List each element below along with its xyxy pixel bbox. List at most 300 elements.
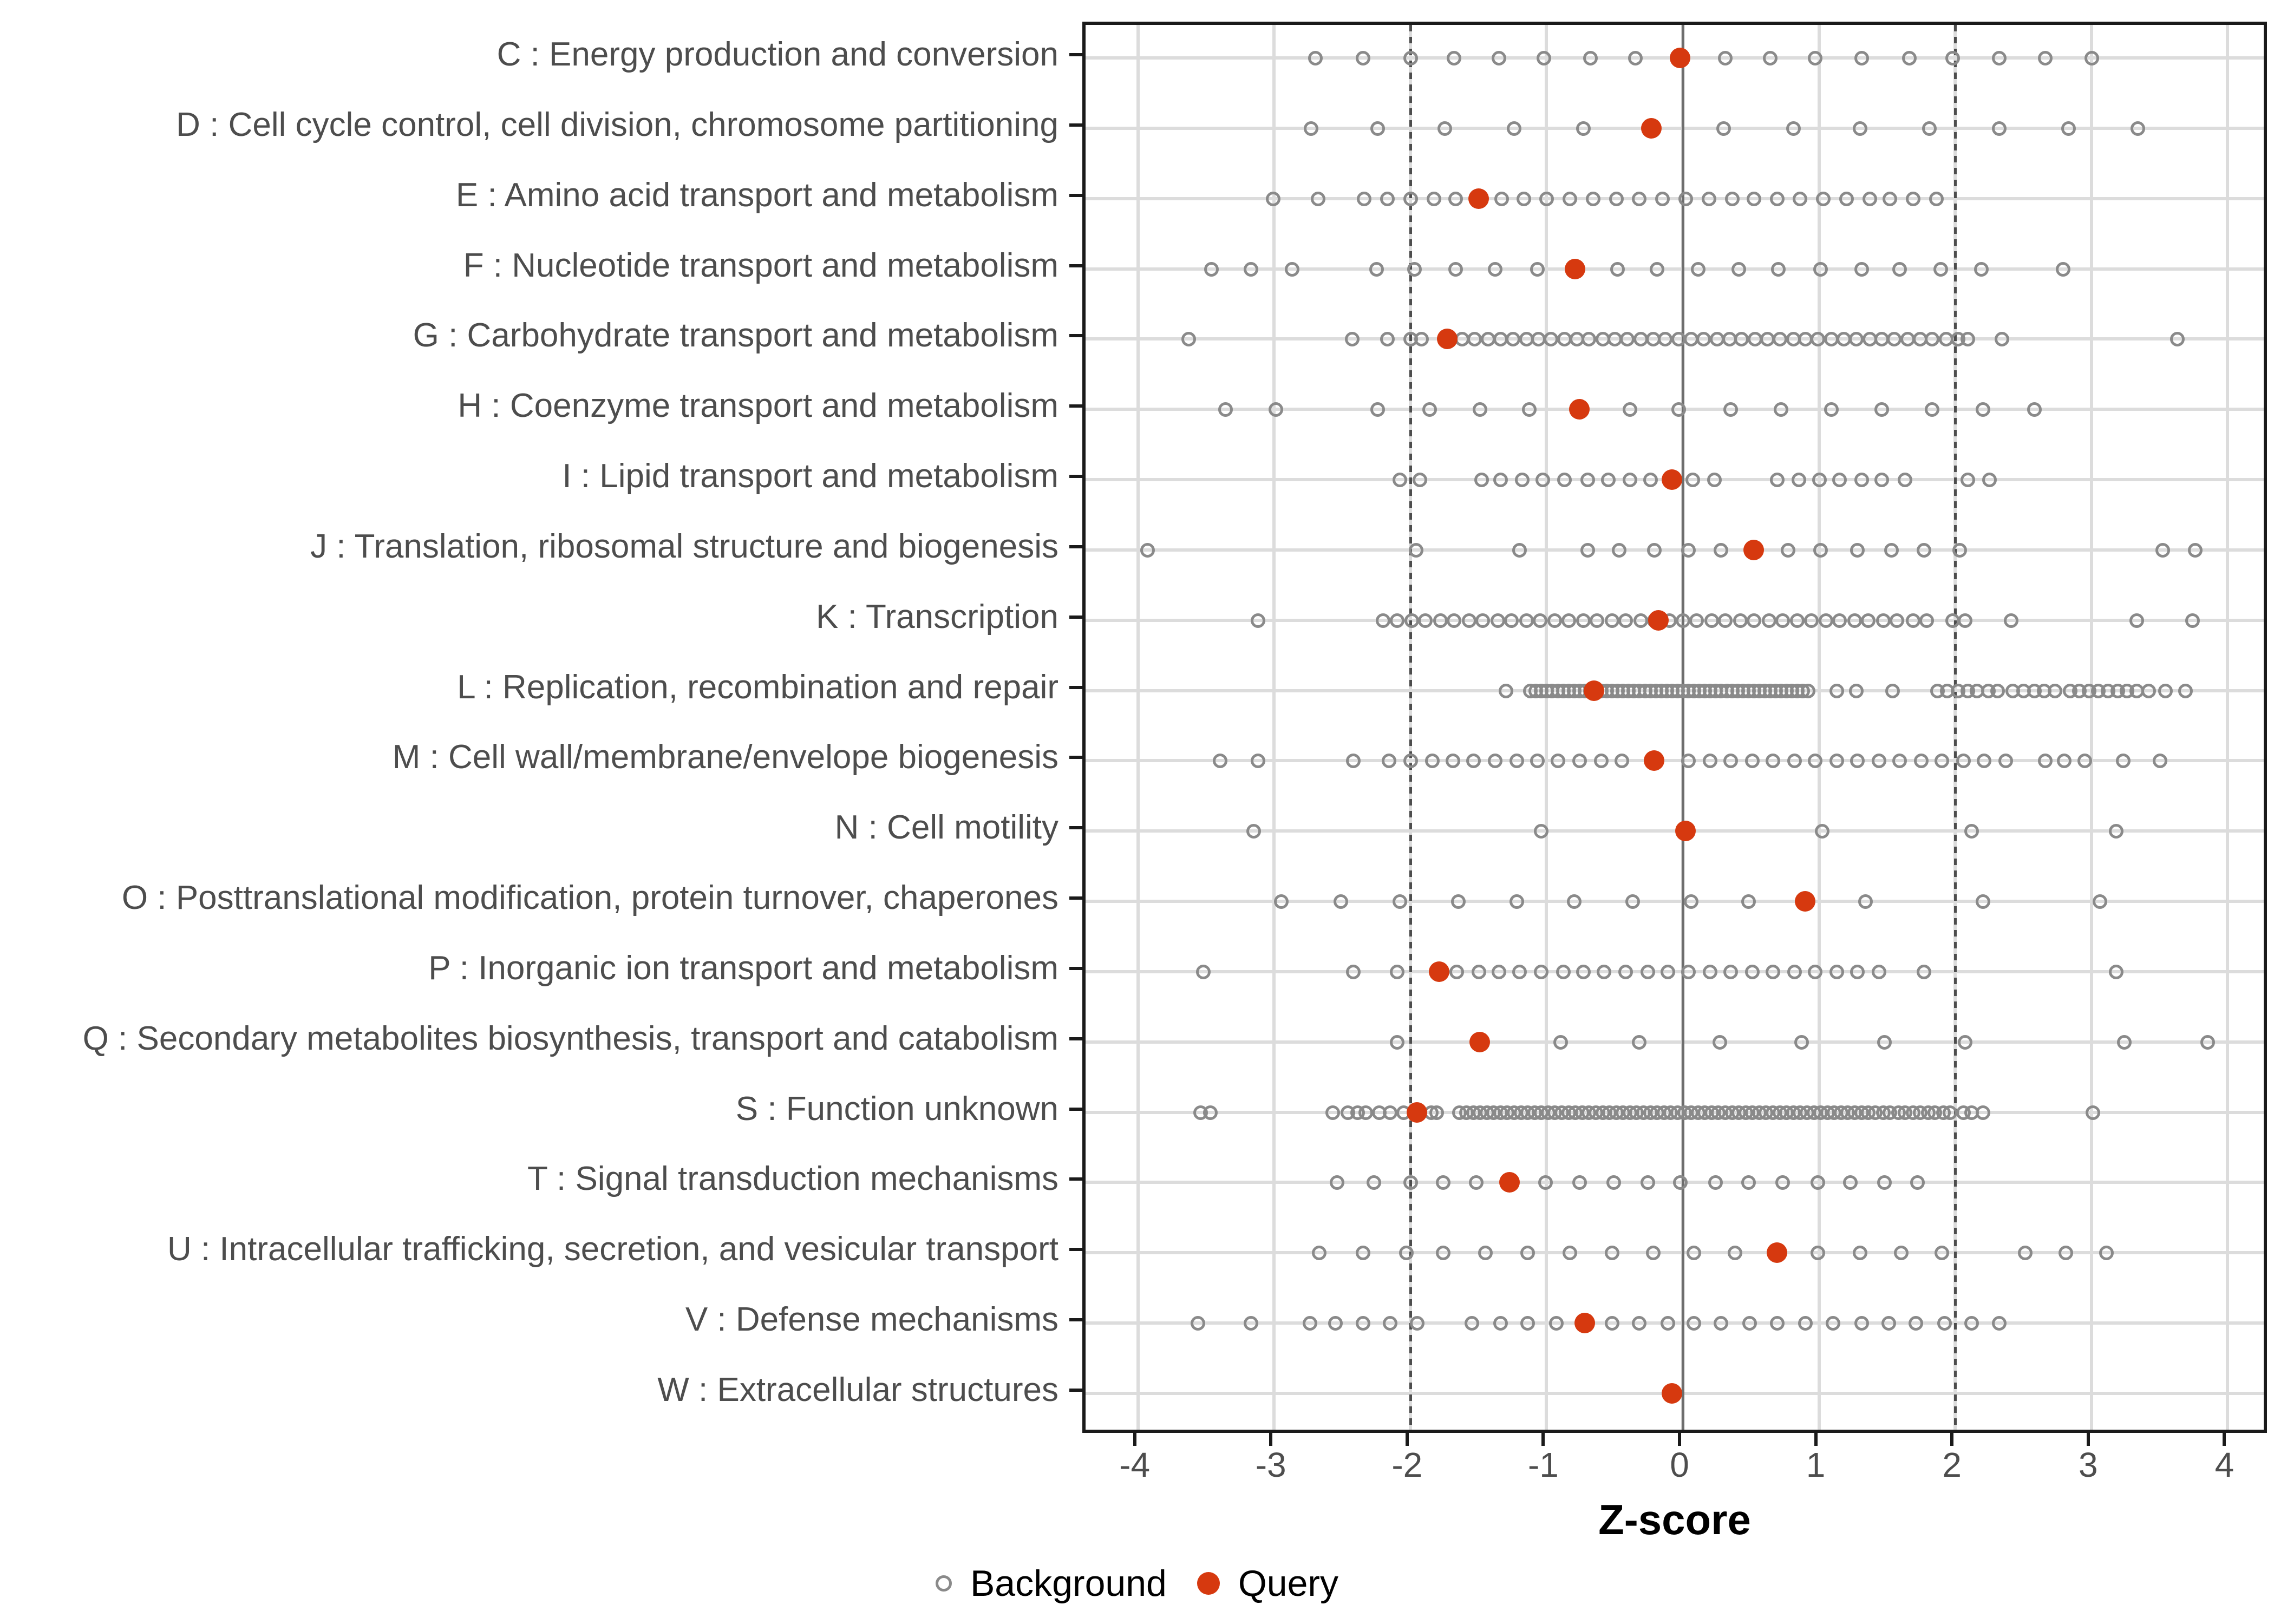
background-point bbox=[1491, 613, 1505, 628]
background-point bbox=[1935, 754, 1949, 768]
query-point bbox=[1675, 821, 1696, 841]
background-point bbox=[1689, 613, 1704, 628]
background-point bbox=[1794, 1035, 1809, 1050]
background-point bbox=[1884, 543, 1899, 558]
background-point bbox=[1358, 1105, 1373, 1120]
background-point bbox=[1974, 262, 1989, 277]
background-point bbox=[1773, 332, 1787, 346]
x-tick-label: 2 bbox=[1942, 1445, 1962, 1484]
background-point bbox=[1488, 754, 1502, 768]
background-point bbox=[1787, 754, 1802, 768]
background-point bbox=[1522, 402, 1537, 417]
background-point bbox=[1849, 332, 1864, 346]
category-label: S : Function unknown bbox=[735, 1090, 1058, 1128]
background-point bbox=[1325, 1105, 1340, 1120]
background-point bbox=[1274, 894, 1289, 909]
y-tick-mark bbox=[1069, 756, 1082, 759]
background-point bbox=[1774, 402, 1788, 417]
background-point bbox=[1992, 1316, 2007, 1331]
background-point bbox=[1804, 613, 1819, 628]
y-tick-mark bbox=[1069, 475, 1082, 478]
category-label: H : Coenzyme transport and metabolism bbox=[458, 387, 1058, 425]
background-point bbox=[1716, 121, 1731, 136]
query-point bbox=[1468, 188, 1489, 209]
background-point bbox=[1885, 684, 1900, 698]
background-point bbox=[1218, 402, 1233, 417]
background-point bbox=[1734, 332, 1749, 346]
vertical-gridline bbox=[1545, 25, 1548, 1430]
background-point bbox=[1583, 51, 1598, 66]
background-point bbox=[1213, 754, 1227, 768]
background-point bbox=[1658, 332, 1672, 346]
background-point bbox=[1829, 965, 1844, 979]
background-point bbox=[1462, 613, 1476, 628]
background-point bbox=[2027, 402, 2042, 417]
background-point bbox=[1703, 754, 1717, 768]
background-point bbox=[1312, 1246, 1327, 1260]
background-point bbox=[1370, 402, 1385, 417]
background-point bbox=[1824, 402, 1839, 417]
category-label: U : Intracellular trafficking, secretion, and vesicular transport bbox=[167, 1230, 1058, 1268]
x-tick-label: 1 bbox=[1806, 1445, 1826, 1484]
background-point bbox=[1641, 1175, 1655, 1190]
y-tick-mark bbox=[1069, 1318, 1082, 1321]
y-tick-mark bbox=[1069, 334, 1082, 337]
background-point bbox=[1403, 192, 1418, 206]
vertical-gridline bbox=[1272, 25, 1276, 1430]
query-dot-icon bbox=[1197, 1572, 1220, 1595]
horizontal-gridline bbox=[1086, 548, 2264, 552]
background-point bbox=[1925, 332, 1939, 346]
background-point bbox=[1196, 965, 1211, 979]
background-point bbox=[1519, 613, 1534, 628]
background-point bbox=[1446, 754, 1460, 768]
background-point bbox=[1520, 1246, 1535, 1260]
background-point bbox=[1917, 543, 1931, 558]
background-point bbox=[1847, 613, 1862, 628]
y-tick-mark bbox=[1069, 194, 1082, 197]
background-point bbox=[1580, 473, 1595, 487]
background-point bbox=[1633, 613, 1648, 628]
background-point bbox=[1493, 473, 1508, 487]
background-point bbox=[1883, 192, 1897, 206]
background-point bbox=[1376, 613, 1390, 628]
category-label: P : Inorganic ion transport and metabolism bbox=[428, 949, 1058, 987]
background-point bbox=[1403, 51, 1418, 66]
x-tick-label: -2 bbox=[1391, 1445, 1423, 1484]
background-point bbox=[1510, 894, 1524, 909]
background-point bbox=[1661, 965, 1675, 979]
background-point bbox=[1520, 1316, 1535, 1331]
background-point bbox=[1762, 613, 1776, 628]
background-point bbox=[1741, 1175, 1756, 1190]
background-point bbox=[1747, 613, 1761, 628]
background-point bbox=[2018, 1246, 2033, 1260]
background-point bbox=[1992, 121, 2007, 136]
background-point bbox=[1872, 754, 1886, 768]
background-point bbox=[1718, 613, 1733, 628]
background-point bbox=[1747, 192, 1761, 206]
background-point bbox=[1383, 1316, 1397, 1331]
background-point bbox=[1244, 262, 1258, 277]
y-tick-mark bbox=[1069, 896, 1082, 900]
background-point bbox=[1356, 1316, 1370, 1331]
background-point bbox=[1538, 1175, 1553, 1190]
background-point bbox=[1952, 543, 1967, 558]
query-point bbox=[1767, 1242, 1787, 1263]
background-point bbox=[1380, 192, 1395, 206]
background-point bbox=[1876, 613, 1891, 628]
background-point bbox=[1370, 121, 1385, 136]
background-point bbox=[1793, 192, 1807, 206]
background-point bbox=[1976, 402, 1990, 417]
background-point bbox=[1998, 754, 2013, 768]
category-label: M : Cell wall/membrane/envelope biogenesis bbox=[392, 738, 1058, 776]
query-point bbox=[1565, 259, 1585, 279]
background-point bbox=[1140, 543, 1155, 558]
y-tick-mark bbox=[1069, 1177, 1082, 1181]
background-point bbox=[1958, 613, 1972, 628]
background-point bbox=[1808, 51, 1822, 66]
y-tick-mark bbox=[1069, 1248, 1082, 1251]
x-tick-label: -3 bbox=[1255, 1445, 1286, 1484]
category-label: T : Signal transduction mechanisms bbox=[527, 1160, 1058, 1198]
background-point bbox=[1685, 473, 1700, 487]
background-point bbox=[1623, 402, 1637, 417]
background-point bbox=[2038, 51, 2053, 66]
background-point bbox=[1544, 332, 1558, 346]
background-point bbox=[1413, 473, 1427, 487]
background-point bbox=[1832, 613, 1847, 628]
background-point bbox=[1628, 51, 1643, 66]
legend-item-background bbox=[936, 1559, 1167, 1608]
background-point bbox=[2109, 965, 2123, 979]
x-axis-title: Z-score bbox=[1598, 1496, 1751, 1543]
background-point bbox=[1850, 965, 1865, 979]
horizontal-gridline bbox=[1086, 127, 2264, 130]
background-point bbox=[1556, 965, 1571, 979]
background-point bbox=[1251, 613, 1265, 628]
background-point bbox=[1770, 1316, 1785, 1331]
background-point bbox=[1404, 613, 1419, 628]
background-point bbox=[1863, 192, 1877, 206]
background-point bbox=[1493, 1316, 1508, 1331]
background-point bbox=[1567, 894, 1582, 909]
background-point bbox=[1813, 543, 1828, 558]
horizontal-gridline bbox=[1086, 1251, 2264, 1254]
background-point bbox=[1829, 754, 1844, 768]
background-point bbox=[1678, 192, 1693, 206]
x-tick-label: 4 bbox=[2214, 1445, 2234, 1484]
background-point bbox=[1742, 1316, 1757, 1331]
horizontal-gridline bbox=[1086, 197, 2264, 200]
background-point bbox=[2129, 613, 2144, 628]
background-point bbox=[2038, 754, 2053, 768]
category-label: K : Transcription bbox=[816, 598, 1058, 636]
background-point bbox=[2056, 262, 2070, 277]
background-point bbox=[1766, 965, 1780, 979]
background-point bbox=[1961, 473, 1975, 487]
category-label: F : Nucleotide transport and metabolism bbox=[463, 246, 1058, 284]
background-point bbox=[1691, 262, 1706, 277]
background-point bbox=[1181, 332, 1196, 346]
y-tick-mark bbox=[1069, 1037, 1082, 1040]
background-circle-icon bbox=[936, 1575, 952, 1592]
background-point bbox=[2004, 613, 2018, 628]
background-point bbox=[1530, 754, 1545, 768]
x-tick-label: 0 bbox=[1670, 1445, 1689, 1484]
y-tick-mark bbox=[1069, 686, 1082, 689]
background-point bbox=[1906, 613, 1920, 628]
background-point bbox=[2178, 684, 2193, 698]
dashed-reference-line bbox=[1409, 25, 1412, 1430]
background-point bbox=[1723, 754, 1738, 768]
background-point bbox=[1427, 192, 1441, 206]
background-point bbox=[1850, 543, 1865, 558]
background-point bbox=[1303, 1316, 1317, 1331]
background-point bbox=[1506, 332, 1520, 346]
background-point bbox=[2200, 1035, 2215, 1050]
background-point bbox=[1745, 965, 1760, 979]
background-point bbox=[1733, 613, 1748, 628]
background-point bbox=[2155, 543, 2170, 558]
background-point bbox=[1725, 192, 1740, 206]
query-point bbox=[1407, 1102, 1427, 1123]
query-point bbox=[1743, 540, 1764, 560]
background-point bbox=[1191, 1316, 1205, 1331]
background-point bbox=[1910, 1175, 1925, 1190]
background-point bbox=[1958, 1035, 1972, 1050]
background-point bbox=[1925, 402, 1939, 417]
query-point bbox=[1644, 750, 1664, 771]
background-point bbox=[1775, 613, 1790, 628]
category-label: J : Translation, ribosomal structure and biogenesis bbox=[310, 527, 1058, 565]
background-point bbox=[1594, 754, 1609, 768]
query-point bbox=[1469, 1032, 1490, 1052]
background-point bbox=[1811, 1246, 1825, 1260]
background-point bbox=[1517, 192, 1531, 206]
background-point bbox=[1586, 192, 1600, 206]
background-point bbox=[1787, 965, 1802, 979]
background-point bbox=[1576, 613, 1591, 628]
background-point bbox=[1334, 894, 1348, 909]
background-point bbox=[1266, 192, 1280, 206]
category-label: Q : Secondary metabolites biosynthesis, transport and catabolism bbox=[82, 1019, 1058, 1057]
background-point bbox=[1553, 1035, 1568, 1050]
vertical-gridline bbox=[1136, 25, 1140, 1430]
background-point bbox=[1473, 402, 1487, 417]
y-tick-mark bbox=[1069, 615, 1082, 619]
background-point bbox=[1390, 1035, 1404, 1050]
background-point bbox=[1632, 1035, 1646, 1050]
background-point bbox=[1745, 754, 1760, 768]
background-point bbox=[1610, 262, 1625, 277]
background-point bbox=[1390, 965, 1404, 979]
background-point bbox=[1881, 1316, 1896, 1331]
background-point bbox=[1892, 754, 1907, 768]
background-point bbox=[2116, 754, 2131, 768]
background-point bbox=[1964, 824, 1979, 839]
background-point bbox=[1781, 543, 1795, 558]
background-point bbox=[1945, 51, 1960, 66]
background-point bbox=[1914, 754, 1929, 768]
background-point bbox=[1704, 613, 1719, 628]
background-point bbox=[1696, 332, 1711, 346]
background-point bbox=[1811, 332, 1825, 346]
background-point bbox=[1618, 613, 1633, 628]
background-point bbox=[1530, 262, 1545, 277]
background-point bbox=[1632, 192, 1646, 206]
background-point bbox=[2061, 121, 2076, 136]
query-point bbox=[1648, 610, 1669, 631]
background-point bbox=[1533, 613, 1547, 628]
background-point bbox=[1269, 402, 1283, 417]
background-point bbox=[1819, 613, 1833, 628]
background-point bbox=[1832, 473, 1847, 487]
background-point bbox=[1425, 754, 1440, 768]
category-label: I : Lipid transport and metabolism bbox=[562, 457, 1058, 495]
background-point bbox=[1308, 51, 1323, 66]
x-tick-label: -4 bbox=[1119, 1445, 1151, 1484]
background-point bbox=[1465, 1316, 1479, 1331]
y-tick-mark bbox=[1069, 53, 1082, 56]
background-point bbox=[1641, 965, 1655, 979]
background-point bbox=[1655, 192, 1670, 206]
background-point bbox=[2059, 1246, 2073, 1260]
background-point bbox=[1687, 1316, 1701, 1331]
query-point bbox=[1662, 469, 1682, 490]
background-point bbox=[1436, 1246, 1450, 1260]
background-point bbox=[1606, 1175, 1621, 1190]
background-point bbox=[1763, 51, 1778, 66]
background-point bbox=[1390, 613, 1404, 628]
background-point bbox=[1549, 1316, 1564, 1331]
background-point bbox=[1849, 684, 1864, 698]
background-point bbox=[1512, 543, 1527, 558]
category-label: C : Energy production and conversion bbox=[496, 36, 1058, 73]
background-point bbox=[1492, 51, 1506, 66]
background-point bbox=[2188, 543, 2203, 558]
background-point bbox=[1504, 613, 1519, 628]
background-point bbox=[1892, 262, 1907, 277]
background-point bbox=[1597, 965, 1611, 979]
background-point bbox=[1728, 1246, 1742, 1260]
background-point bbox=[1380, 332, 1395, 346]
background-point bbox=[1447, 613, 1461, 628]
background-point bbox=[1369, 262, 1384, 277]
background-point bbox=[2185, 613, 2200, 628]
query-point bbox=[1437, 329, 1458, 349]
background-point bbox=[1409, 543, 1423, 558]
background-point bbox=[1964, 1316, 1979, 1331]
background-point bbox=[1615, 754, 1629, 768]
background-point bbox=[1713, 1035, 1727, 1050]
query-point bbox=[1795, 891, 1815, 912]
background-point bbox=[1874, 473, 1889, 487]
background-point bbox=[1723, 402, 1738, 417]
background-point bbox=[1478, 1246, 1493, 1260]
background-point bbox=[1609, 192, 1624, 206]
y-tick-mark bbox=[1069, 967, 1082, 970]
background-point bbox=[1858, 894, 1873, 909]
background-point bbox=[1741, 894, 1756, 909]
background-point bbox=[1515, 473, 1530, 487]
background-point bbox=[1623, 473, 1637, 487]
background-point bbox=[1775, 1175, 1790, 1190]
background-point bbox=[1605, 1316, 1619, 1331]
category-label: W : Extracellular structures bbox=[657, 1371, 1058, 1409]
background-point bbox=[1345, 332, 1360, 346]
background-point bbox=[1625, 894, 1640, 909]
background-point bbox=[1919, 613, 1934, 628]
background-point bbox=[1650, 262, 1664, 277]
background-point bbox=[1887, 332, 1901, 346]
background-point bbox=[1357, 192, 1371, 206]
background-point bbox=[1843, 1175, 1858, 1190]
background-point bbox=[1801, 684, 1815, 698]
background-point bbox=[2117, 1035, 2132, 1050]
background-point bbox=[1937, 1316, 1952, 1331]
query-legend-label: Query bbox=[1238, 1563, 1339, 1604]
background-point bbox=[1992, 51, 2007, 66]
background-point bbox=[1601, 473, 1616, 487]
background-point bbox=[1976, 894, 1990, 909]
background-point bbox=[2048, 684, 2062, 698]
horizontal-gridline bbox=[1086, 267, 2264, 271]
background-point bbox=[1661, 1316, 1675, 1331]
background-point bbox=[1707, 473, 1722, 487]
background-point bbox=[1933, 262, 1948, 277]
background-point bbox=[1909, 1316, 1923, 1331]
y-tick-mark bbox=[1069, 264, 1082, 267]
background-point bbox=[1681, 965, 1696, 979]
background-point bbox=[1632, 1316, 1646, 1331]
background-point bbox=[1714, 543, 1728, 558]
background-point bbox=[2109, 824, 2123, 839]
background-point bbox=[1702, 192, 1716, 206]
background-point bbox=[1770, 192, 1785, 206]
query-point bbox=[1584, 680, 1604, 701]
background-point bbox=[1714, 1316, 1728, 1331]
background-point bbox=[1437, 121, 1452, 136]
background-point bbox=[1494, 192, 1509, 206]
background-point bbox=[1850, 754, 1865, 768]
background-point bbox=[1382, 754, 1396, 768]
background-point bbox=[1393, 894, 1407, 909]
background-point bbox=[1877, 1035, 1892, 1050]
background-point bbox=[1943, 1105, 1957, 1120]
background-point bbox=[1499, 684, 1513, 698]
horizontal-gridline bbox=[1086, 900, 2264, 903]
background-point bbox=[1572, 1175, 1587, 1190]
category-label: D : Cell cycle control, cell division, chromosome partitioning bbox=[176, 106, 1058, 143]
background-point bbox=[1346, 965, 1361, 979]
vertical-gridline bbox=[1818, 25, 1821, 1430]
background-point bbox=[1393, 473, 1407, 487]
background-point bbox=[1422, 402, 1437, 417]
background-point bbox=[1906, 192, 1920, 206]
background-point bbox=[1676, 613, 1690, 628]
background-point bbox=[1643, 473, 1658, 487]
background-point bbox=[1251, 754, 1265, 768]
background-point bbox=[1811, 1175, 1825, 1190]
background-point bbox=[1472, 965, 1486, 979]
background-point bbox=[1854, 1316, 1869, 1331]
background-point bbox=[1723, 965, 1738, 979]
background-point bbox=[1646, 1246, 1661, 1260]
background-point bbox=[1469, 1175, 1484, 1190]
background-point bbox=[1854, 51, 1869, 66]
